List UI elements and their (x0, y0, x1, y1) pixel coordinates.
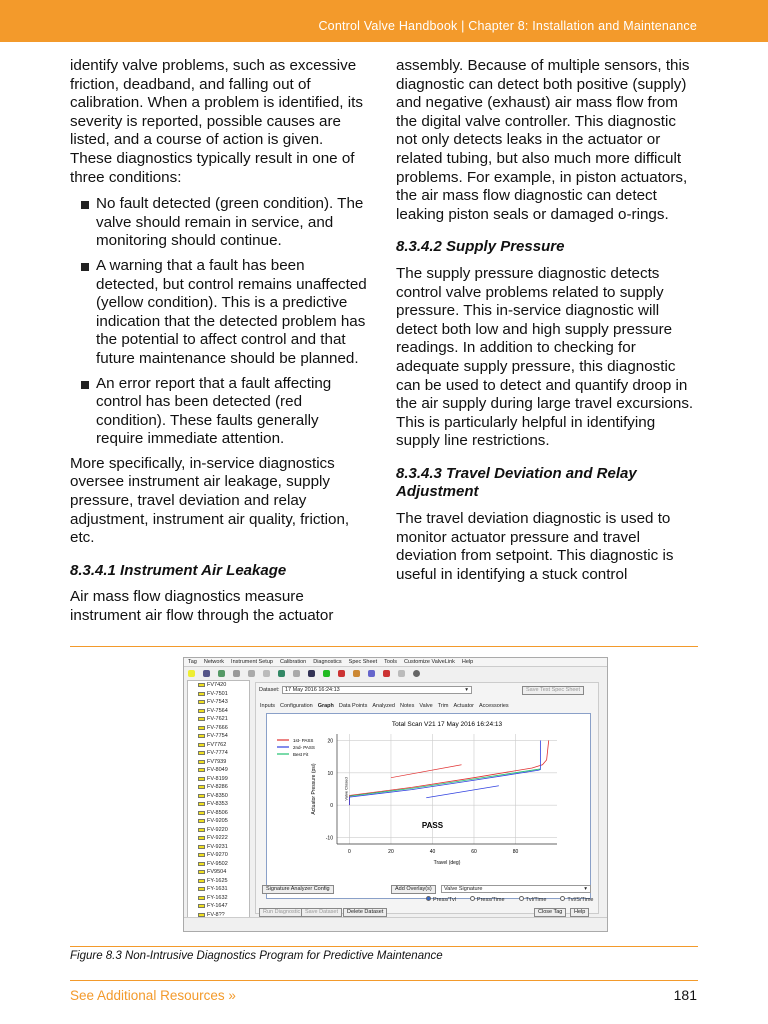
tag-icon (198, 700, 205, 704)
radio-circle (426, 896, 431, 901)
tree-item-label: FV-7543 (207, 699, 228, 706)
x-tick-label: 80 (512, 849, 519, 855)
list-item: A warning that a fault has been detected, but control remains unaffected (yellow condition). This is a predictive indication that the detected problem has the potential to affect control and that future maintenance should be planned. (70, 257, 368, 369)
tree-item-label: FV-8506 (207, 809, 228, 816)
tag-icon (198, 726, 205, 730)
add-overlay-button[interactable]: Add Overlay(s) (391, 885, 436, 894)
divider (70, 646, 698, 647)
valve-closed-label: Valve Closed (343, 777, 349, 801)
tree-item[interactable] (188, 792, 249, 801)
overlay-select[interactable] (441, 885, 591, 893)
tree-item-label: FV-9222 (207, 835, 228, 842)
radio-option[interactable] (426, 896, 456, 903)
radio-circle (560, 896, 565, 901)
tree-item-label: FV-8353 (207, 801, 228, 808)
close-tag-button[interactable]: Close Tag (534, 908, 566, 917)
radio-label: Press/Time (476, 897, 505, 903)
legend-label: 2nd- PASS (293, 745, 315, 750)
tree-item-label: FV-7754 (207, 733, 228, 740)
tag-icon (198, 862, 205, 866)
section-heading: 8.3.4.3 Travel Deviation and Relay Adjustment (396, 464, 637, 501)
menu-item[interactable]: Help (461, 659, 474, 665)
network-icon (218, 670, 225, 677)
x-axis-label: Travel (deg) (433, 860, 461, 866)
tree-item[interactable] (188, 843, 249, 852)
tab-trim[interactable]: Trim (437, 703, 449, 709)
menu-item[interactable]: Tools (384, 659, 397, 665)
tree-item-label: FV-8?? (207, 911, 225, 918)
tree-item-label: FV7420 (207, 682, 227, 689)
tree-item-label: FV-8350 (207, 792, 228, 799)
chevron-down-icon: ▾ (465, 687, 468, 693)
tree-item[interactable] (188, 868, 249, 877)
list-item: An error report that a fault affecting control has been detected (red condition). These faults generally require immediate attention. (70, 375, 368, 449)
tag-icon (198, 734, 205, 738)
tree-item[interactable] (188, 826, 249, 835)
tag-icon (198, 828, 205, 832)
tree-item[interactable] (188, 766, 249, 775)
tag-icon (198, 717, 205, 721)
radio-circle (519, 896, 524, 901)
delete-dataset-button[interactable]: Delete Dataset (343, 908, 387, 917)
tab-actuator[interactable]: Actuator (453, 703, 474, 709)
diag-icon (383, 670, 390, 677)
tag-icon (198, 870, 205, 874)
tree-item[interactable] (188, 741, 249, 750)
status-bar (184, 917, 607, 931)
tree-item-label: FV-9220 (207, 826, 228, 833)
figure-caption: Figure 8.3 Non-Intrusive Diagnostics Program for Predictive Maintenance (70, 950, 443, 962)
tag-icon (198, 845, 205, 849)
radio-label: Tvl/S/Time (567, 897, 594, 903)
dataset-value: 17 May 2016 16:24:13 (285, 687, 340, 693)
menu-item[interactable]: Tag (188, 659, 197, 665)
tree-item-label: FV-9205 (207, 818, 228, 825)
tools-icon (263, 670, 270, 677)
ramp-icon (338, 670, 345, 677)
chevron-down-icon: ▾ (584, 886, 587, 892)
run-diagnostic-button[interactable]: Run Diagnostic (259, 908, 304, 917)
tag-icon (198, 811, 205, 815)
plot-type-radios (426, 896, 594, 903)
tree-item[interactable] (188, 860, 249, 869)
save-dataset-button[interactable]: Save Dataset (301, 908, 342, 917)
tag-icon (198, 743, 205, 747)
timer-icon (413, 670, 420, 677)
tree-item-label: FV7939 (207, 758, 227, 765)
tag-icon (198, 879, 205, 883)
page-number: 181 (673, 987, 697, 1003)
tab-bar (260, 703, 509, 709)
section-heading: 8.3.4.1 Instrument Air Leakage (70, 561, 287, 579)
menu-item[interactable]: Calibration (279, 659, 307, 665)
tree-item-label: FV-8286 (207, 784, 228, 791)
y-tick-label: 0 (330, 803, 333, 810)
menu-item[interactable]: Spec Sheet (348, 659, 378, 665)
tag-tree[interactable] (187, 680, 250, 918)
tag-icon (198, 777, 205, 781)
pass-annotation: PASS (421, 820, 444, 830)
tree-item[interactable] (188, 851, 249, 860)
y-tick-label: -10 (325, 835, 333, 842)
tag-panel (255, 682, 599, 914)
x-tick-label: 20 (388, 849, 394, 855)
radio-circle (470, 896, 475, 901)
radio-label: Press/Tvl (433, 897, 456, 903)
tree-item-label: FV-7774 (207, 750, 228, 757)
tree-item-label: FY-1647 (207, 903, 228, 910)
legend-label: 1st- PASS (293, 738, 314, 743)
tree-item-label: FY-1631 (207, 886, 228, 893)
divider (70, 946, 698, 947)
divider (70, 980, 698, 981)
paragraph: The travel deviation diagnostic is used to monitor actuator pressure and travel deviation from setpoint. This diagnostic is useful in identifying a stuck control (396, 510, 674, 583)
right-column (396, 57, 700, 590)
header-title: Control Valve Handbook | Chapter 8: Installation and Maintenance (318, 19, 697, 33)
tree-item[interactable] (188, 690, 249, 699)
tree-item-label: FV7762 (207, 741, 227, 748)
pen-icon (293, 670, 300, 677)
menu-item[interactable]: Network (203, 659, 225, 665)
list-item: No fault detected (green condition). The valve should remain in service, and monitoring should continue. (70, 195, 368, 251)
legend-label: Best Fit (293, 752, 309, 757)
dataset-label: Dataset: (259, 687, 280, 693)
section-heading: 8.3.4.2 Supply Pressure (396, 238, 565, 256)
tree-item[interactable] (188, 724, 249, 733)
save-icon (203, 670, 210, 677)
tree-item[interactable] (188, 894, 249, 903)
dataset-select[interactable] (282, 686, 472, 694)
tag-icon (198, 802, 205, 806)
paragraph: The supply pressure diagnostic detects control valve problems related to supply pressure. This in-service diagnostic will detect both low and high supply pressure readings. In addition to checking for adequate supply pressure, this diagnostic can be used to detect and quantify droop in the air supply during large travel excursions. This is particularly helpful in identifying supply line restrictions. (396, 264, 694, 450)
tree-item[interactable] (188, 809, 249, 818)
menu-item[interactable]: Customize ValveLink (403, 659, 455, 665)
tab-analyzed[interactable]: Analyzed (372, 703, 395, 709)
tag-icon (198, 692, 205, 696)
tree-item[interactable] (188, 877, 249, 886)
direction-arrow-down (426, 786, 499, 798)
tag-icon (198, 896, 205, 900)
tree-item[interactable] (188, 800, 249, 809)
tag-icon (188, 670, 195, 677)
help-button[interactable]: Help (570, 908, 589, 917)
signature-analyzer-config-button[interactable]: Signature Analyzer Config (262, 885, 334, 894)
menu-bar (184, 658, 607, 667)
search-icon (308, 670, 315, 677)
tree-item-label: FV9504 (207, 869, 227, 876)
tag-icon (198, 760, 205, 764)
tag-icon (198, 904, 205, 908)
radio-label: Tvl/Time (525, 897, 547, 903)
menu-item[interactable]: Instrument Setup (231, 659, 273, 665)
page-header (0, 0, 768, 42)
radio-option[interactable] (519, 896, 547, 903)
tree-item[interactable] (188, 732, 249, 741)
step-icon (323, 670, 330, 677)
tree-item[interactable] (188, 749, 249, 758)
paragraph: identify valve problems, such as excessive friction, deadband, and falling out of calibration. When a problem is identified, its severity is reported, possible causes are listed, and a course of action is given. These diagnostics typically result in one of three conditions: (70, 57, 363, 186)
tree-item[interactable] (188, 902, 249, 911)
radio-option[interactable] (560, 896, 593, 903)
valvelink-screenshot (183, 657, 608, 932)
tag-icon (198, 751, 205, 755)
tree-item[interactable] (188, 698, 249, 707)
menu-item[interactable]: Diagnostics (313, 659, 342, 665)
condition-list (70, 195, 368, 449)
tag-icon (198, 785, 205, 789)
tree-item-label: FV-9231 (207, 843, 228, 850)
tree-item-label: FV-7666 (207, 724, 228, 731)
tab-graph[interactable]: Graph (317, 703, 334, 709)
y-axis-label: Actuator Pressure (psi) (311, 763, 317, 815)
tag-icon (198, 709, 205, 713)
left-column (70, 57, 368, 632)
tree-item[interactable] (188, 783, 249, 792)
y-tick-label: 20 (327, 738, 333, 745)
overlay-value: Valve Signature (444, 886, 483, 892)
tree-item-label: FV-8049 (207, 767, 228, 774)
paragraph: More specifically, in-service diagnostics oversee instrument air leakage, supply pressure, travel deviation and relay adjustment, instrument air quality, friction, etc. (70, 454, 350, 547)
paragraph: Air mass flow diagnostics measure instrument air flow through the actuator (70, 588, 334, 625)
x-tick-label: 60 (471, 849, 477, 855)
graph-icon (368, 670, 375, 677)
calibrate-icon (353, 670, 360, 677)
tree-item-label: FV-8199 (207, 775, 228, 782)
toolbar (184, 667, 607, 679)
scan-icon (398, 670, 405, 677)
tree-item[interactable] (188, 885, 249, 894)
tree-item-label: FV-7501 (207, 690, 228, 697)
device-icon (233, 670, 240, 677)
tree-item-label: FV-7564 (207, 707, 228, 714)
chart-title: Total Scan V21 17 May 2016 16:24:13 (391, 721, 503, 728)
x-tick-label: 40 (429, 849, 436, 855)
y-tick-label: 10 (327, 770, 333, 777)
graph-panel (266, 713, 591, 899)
tree-item-label: FV-9502 (207, 860, 228, 867)
tree-item-label: FV-7621 (207, 716, 228, 723)
signal-icon (248, 670, 255, 677)
tag-icon (198, 819, 205, 823)
paragraph: assembly. Because of multiple sensors, this diagnostic can detect both positive (supply) and negative (exhaust) air mass flow from the digital valve controller. This diagnostic not only detects leaks in the actuator or related tubing, but also much more difficult problems. For example, in piston actuators, the air mass flow diagnostic can detect leaking piston seals or damaged o-rings. (396, 57, 690, 223)
tab-accessories[interactable]: Accessories (479, 703, 509, 709)
tag-icon (198, 836, 205, 840)
tag-icon (198, 768, 205, 772)
signature-chart (267, 714, 590, 871)
tag-icon (198, 887, 205, 891)
tree-item-label: FY-1632 (207, 894, 228, 901)
radio-option[interactable] (470, 896, 505, 903)
tree-item-label: FY-1625 (207, 877, 228, 884)
save-spec-sheet-button[interactable]: Save Test Spec Sheet (522, 686, 584, 695)
tab-notes[interactable]: Notes (399, 703, 415, 709)
tree-item[interactable] (188, 715, 249, 724)
additional-resources-link[interactable]: See Additional Resources » (70, 988, 236, 1003)
tab-valve[interactable]: Valve (419, 703, 433, 709)
tag-icon (198, 683, 205, 687)
tab-configuration[interactable]: Configuration (279, 703, 313, 709)
x-tick-label: 0 (348, 849, 351, 855)
tree-item[interactable] (188, 775, 249, 784)
tab-inputs[interactable]: Inputs (260, 703, 275, 709)
tree-item[interactable] (188, 707, 249, 716)
tree-item-label: FV-9270 (207, 852, 228, 859)
valve-icon (278, 670, 285, 677)
tab-data-points[interactable]: Data Points (338, 703, 368, 709)
tag-icon (198, 853, 205, 857)
tree-item[interactable] (188, 834, 249, 843)
tag-icon (198, 794, 205, 798)
tree-item[interactable] (188, 758, 249, 767)
direction-arrow-up (391, 765, 462, 778)
tree-item[interactable] (188, 681, 249, 690)
tree-item[interactable] (188, 817, 249, 826)
